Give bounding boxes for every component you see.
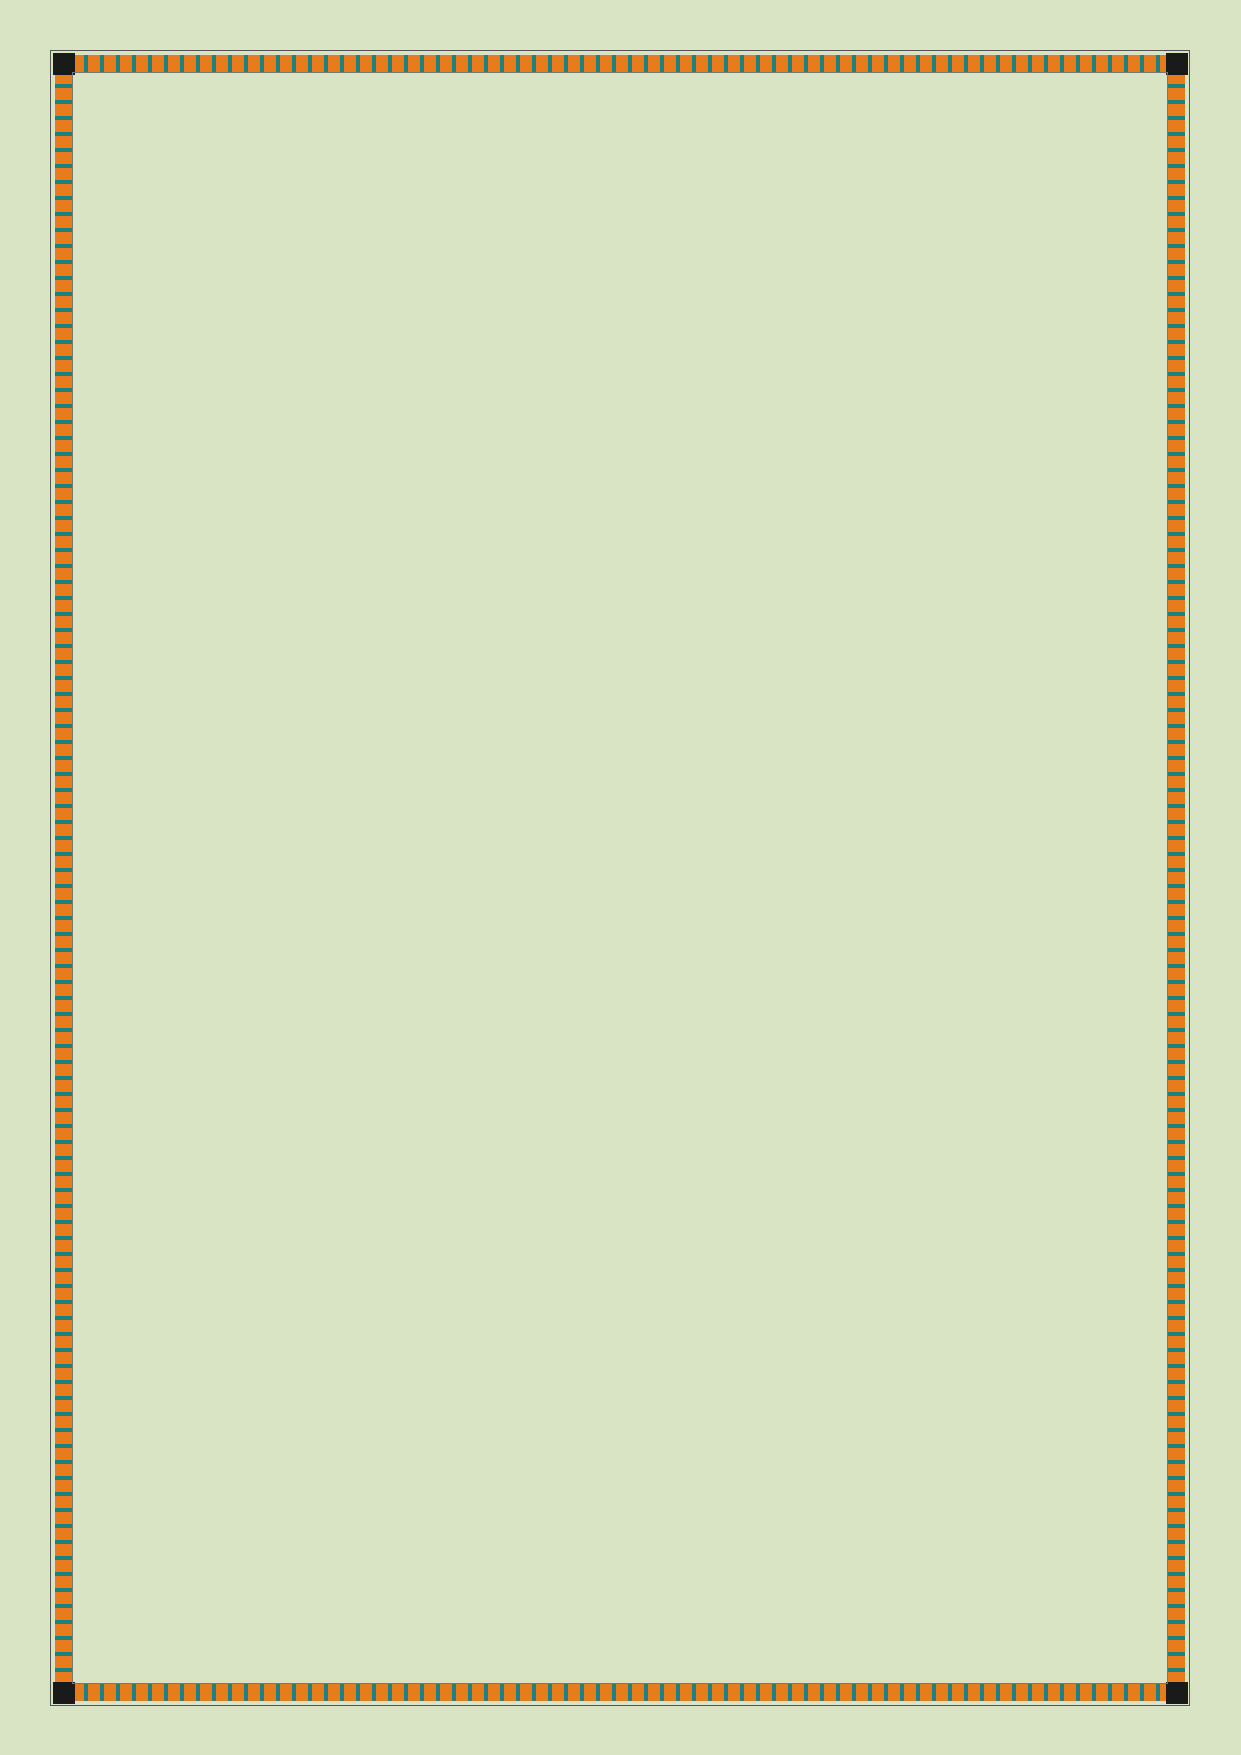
border-corner-bottom-right xyxy=(1166,1682,1188,1704)
border-band-top xyxy=(72,55,1168,72)
border-band-right xyxy=(1168,72,1185,1684)
border-band-bottom xyxy=(72,1684,1168,1701)
inner-border xyxy=(72,72,1168,1684)
border-corner-top-right xyxy=(1166,53,1188,75)
border-band-left xyxy=(55,72,72,1684)
border-corner-bottom-left xyxy=(53,1682,75,1704)
